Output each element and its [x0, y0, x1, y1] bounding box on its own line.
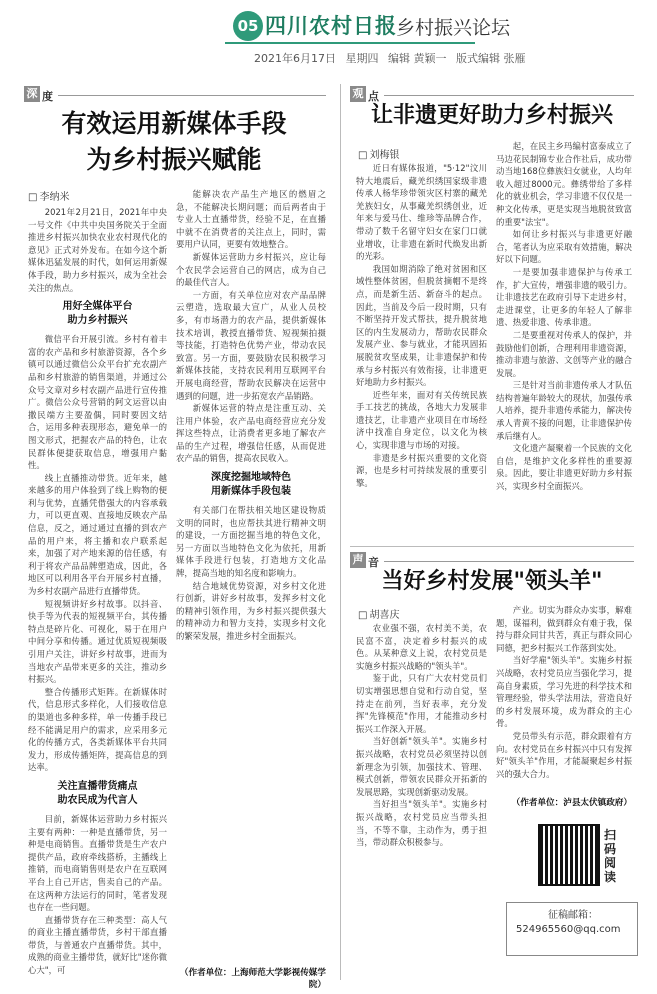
paragraph: 2021年2月21日，2021年中央一号文件《中共中央国务院关于全面推进乡村振兴加快农业农村现代化的意见》正式对外发布。在如今这个新媒体迅猛发展的时代，如何运用新媒体手段，助力乡村振兴，成为全社会关注的焦点。	[28, 207, 167, 293]
paragraph: 新媒体运营助力乡村振兴，应让每个农民学会运营自己的网店，成为自己的最佳代言人。	[176, 251, 326, 288]
submission-email[interactable]: 524965560@qq.com	[516, 924, 621, 935]
article2-author: □ 刘梅银	[358, 146, 399, 161]
dateline	[254, 50, 532, 66]
paragraph: 结合地域优势资源，对乡村文化进行创新，讲好乡村故事，发挥乡村文化的精神引领作用，为乡村振兴提供强大的精神动力和智力支持，实现乡村文化的繁荣发展，推进乡村全面振兴。	[176, 580, 326, 641]
article1-title	[24, 106, 324, 178]
article1-column-2	[176, 188, 326, 960]
column-tag-word: 点	[368, 90, 379, 103]
section-name: 乡村振兴论坛	[396, 17, 511, 39]
paragraph: 短视频讲好乡村故事。以抖音、快手等为代表的短视频平台，其传播特点是碎片化、可视化，易于在用户中间分享和传播。通过优质短视频吸引用户关注，讲好乡村故事，进而为当地农产品带来更多的关注，推动乡村振兴。	[28, 598, 167, 685]
paragraph: 文化遗产凝聚着一个民族的文化自信，是维护文化多样性的重要源泉。因此，要让非遗更好助力乡村振兴，实现乡村全面振兴。	[496, 443, 632, 492]
paragraph: 新媒体运营的特点是注重互动、关注用户体验，农产品电商经营应充分发挥这些特点，让消费者更多地了解农产品的生产过程，增强信任感，从而促进农产品的销售，提高农民收入。	[176, 403, 326, 464]
page-number: 05	[233, 11, 263, 41]
article1-subhead-3: 深度挖掘地域特色 用新媒体手段包装	[211, 472, 291, 498]
article1-subhead-2: 关注直播带货痛点 助农民成为代言人	[57, 780, 138, 806]
article1-title-line1: 有效运用新媒体手段	[61, 109, 287, 138]
paragraph: 一是要加强非遗保护与传承工作，扩大宣传，增强非遗的吸引力。让非遗技艺在政府引导下走进乡村，走进课堂，让更多的年轻人了解非遗、热爱非遗、传承非遗。	[496, 266, 632, 328]
paragraph: 目前，新媒体运营助力乡村振兴主要有两种：一种是直播带货，另一种是电商销售。直播带货是生产农户提供产品，政府牵线搭桥，主播线上推销，而电商销售则是农户在互联网平台上自己开店，售卖自己的产品。在这两种方法运行的同时，笔者发现也存在一些问题。	[28, 813, 167, 913]
article1-subhead-1: 用好全媒体平台 助力乡村振兴	[62, 301, 133, 327]
paragraph: 当好创新"领头羊"。实施乡村振兴战略，农村党员必须坚持以创新理念为引领，加强技术、管理、模式创新，带领农民群众开拓新的发展思路，实现创新驱动发展。	[356, 736, 487, 797]
paragraph: 鉴于此，只有广大农村党员们切实增强思想自觉和行动自觉，坚持走在前列，当好表率，充分发挥"先锋模范"作用，才能推动乡村振兴工作深入开展。	[356, 673, 487, 734]
article1-credit: （作者单位：上海师范大学影视传媒学院）	[179, 968, 326, 990]
paragraph: 整合传播形式矩阵。在新媒体时代，信息形式多样化，人们接收信息的渠道也多种多样，单一传播手段已经不能满足用户的需求，应采用多元化的传播方式，各类新媒体平台共同发力，形成传播矩阵，提高信息的到达率。	[28, 686, 167, 773]
column-divider	[340, 84, 341, 980]
article3-author: □ 胡喜庆	[358, 606, 399, 621]
column-tag-icon: 观	[350, 86, 366, 102]
paragraph: 我国如期消除了绝对贫困和区域性整体贫困，但脱贫摘帽不是终点，而是新生活、新奋斗的起点。因此，当前及今后一段时期，只有不断坚持开发式帮扶，提升脱贫地区的内生发展动力，帮助农民群众发展产业、参与就业，才能巩固拓展脱贫攻坚成果，让非遗保护和传承与乡村振兴有效衔接，让非遗更好地助力乡村振兴。	[356, 263, 487, 388]
column-tag-icon: 声	[350, 552, 366, 568]
column-tag-word: 音	[368, 556, 379, 569]
column-rule	[384, 561, 634, 562]
article3-title: 当好乡村发展"领头羊"	[381, 568, 603, 594]
paragraph: 近些年来，面对有关传统民族手工技艺的挑战，各地大力发展非遗技艺，让非遗产业项目在市场经济中找准自身定位，以文化为核心，实现非遗与市场的对接。	[356, 389, 487, 451]
editor: 编辑 黄颖一	[388, 52, 447, 65]
article1-title-line2: 为乡村振兴赋能	[86, 145, 262, 174]
article1-column-1	[28, 206, 167, 986]
article2-column-1	[356, 162, 487, 538]
paragraph: 能解决农产品生产地区的燃眉之急，不能解决长期问题；而后两者由于专业人士直播带货，经验不足，在直播中就不在消费者的关注点上，同时，需要用户认同，更要有效地整合。	[176, 189, 326, 250]
layout-editor: 版式编辑 张雁	[456, 52, 526, 65]
paragraph: 党员带头有示范，群众跟着有方向。农村党员在乡村振兴中只有发挥好"领头羊"作用，才能凝聚起乡村振兴的强大合力。	[496, 730, 632, 779]
paragraph: 三是针对当前非遗传承人才队伍结构普遍年龄较大的现状，加强传承人培养，提升非遗传承能力，解决传承人青黄不接的问题，让非遗保护传承后继有人。	[496, 380, 632, 441]
paragraph: 一方面，有关单位应对农产品品牌云塑造，选取最大宣广，从业人员校多，有市场潜力的农产品，提供新媒体技术培训，教授直播带货、短视频拍摄等技能，打造特色优势产业，带动农民致富。另一方面，要鼓励农民积极学习新媒体技能，支持农民利用互联网平台开展电商经营，帮助农民解决在运营中遇到的问题，进一步拓宽农产品销路。	[176, 289, 326, 401]
issue-date: 2021年6月17日	[254, 52, 336, 65]
article2-column-2	[496, 140, 632, 538]
article1-author: □ 李纳米	[28, 188, 69, 203]
paragraph: 如何让乡村振兴与非遗更好融合，笔者认为应采取有效措施，解决好以下问题。	[496, 229, 632, 265]
page-header	[0, 0, 657, 70]
paragraph: 直播带货存在三种类型：高人气的商业主播直播带货，乡村干部直播带货，与普通农户直播带货。其中，成熟的商业主播带货，就好比"迷你微心大"，可	[28, 914, 167, 976]
paragraph: 当好学雇"领头羊"。实施乡村振兴战略，农村党员应当强化学习，提高自身素质，学习先进的科学技术和管理经验，带头学法用法，营造良好的乡村发展环境，成为群众的主心骨。	[496, 655, 632, 729]
article3-column-2	[496, 604, 632, 790]
qr-code-icon[interactable]	[538, 824, 600, 886]
article2-title: 让非遗更好助力乡村振兴	[370, 102, 613, 128]
article1-intro	[28, 206, 167, 294]
paragraph: 近日有媒体报道，"5·12"汶川特大地震后，藏羌织绣国家级非遗传承人杨华珍带领灾区村寨的藏羌羌族妇女，从事藏羌织绣创业，近年来与爱马仕、维珍等品牌合作，带动了数千名留守妇女在家门口就业增收，让非遗在新时代焕发出新的光彩。	[356, 163, 487, 262]
paragraph: 有关部门在帮扶相关地区建设物质文明的同时，也应帮扶其进行精神文明的建设，一方面挖掘当地的特色文化，另一方面以当地特色文化为依托，用新媒体手段进行包装，打造地方文化品牌，提高当地的知名度和影响力。	[176, 505, 326, 579]
column-tag-word: 度	[42, 90, 53, 103]
article3-column-1	[356, 622, 487, 980]
paragraph: 产业。切实为群众办实事，解难题，谋福利，做到群众有难于我，保持与群众同甘共苦，真正与群众同心同德，把乡村振兴工作落到实处。	[496, 605, 632, 653]
column-rule	[384, 95, 634, 96]
newspaper-logo: 四川农村日报	[265, 13, 397, 38]
paragraph: 起，在民主乡玛编村富泰成立了马边花民制锦专业合作社后，成功带动当地168位彝族妇女就业，人均年收入超过8000元。彝绣带给了多样化的就业机会，学习非遗不仅仅是一种文化传承，更是实现当地脱贫致富的重要"法宝"。	[496, 141, 632, 227]
paragraph: 农业强不强，农村美不美，农民富不富，决定着乡村振兴的成色。从某种意义上说，农村党员是实施乡村振兴战略的"领头羊"。	[356, 623, 487, 671]
column-rule	[58, 95, 326, 96]
submission-title: 征稿邮箱：	[548, 910, 598, 921]
weekday: 星期四	[345, 52, 379, 65]
paragraph: 二是要重视对传承人的保护，并鼓励他们创新，合理利用非遗资源，推动非遗与旅游、文创等产业的融合发展。	[496, 329, 632, 378]
article3-credit: （作者单位：泸县太伏镇政府）	[511, 798, 632, 808]
section-divider	[350, 546, 634, 547]
paragraph: 线上直播推动带货。近年来，越来越多的用户体验到了线上购物的便利与优势，直播凭借强大的内容承载力，可以更直观、直接地反映农产品信息，反之，通过通过直播的到农产品的用户来，将主播和农户联系起来，加强了对产地来源的信任感，有利于将农产品品牌塑造成，因此，各地区可以利用各平台开展乡村直播，为乡村农副产品进行直播带货。	[28, 472, 167, 597]
paragraph: 当好担当"领头羊"。实施乡村振兴战略，农村党员应当带头担当，不等不靠，主动作为，勇于担当，带动群众积极参与。	[356, 799, 487, 848]
paragraph: 非遗是乡村振兴重要的文化资源，也是乡村可持续发展的重要引擎。	[356, 452, 487, 488]
header-rule	[225, 42, 475, 44]
paragraph: 微信平台开展引流。乡村有着丰富的农产品和乡村旅游资源，各个乡镇可以通过微信公众平台扩充农副产品和乡村旅游的销售渠道，并通过公众号文章对乡村农副产品进行宣传推广。微信公众号营销的阿文运营以由撒民端方主要盈偶，同时要因文结合，运用多种表现形态，避免单一的图文形式，把握农产品的特色，让农民群体便捷获取信息，增强用户黏性。	[28, 334, 167, 471]
qr-label: 扫码阅读	[604, 828, 617, 884]
column-tag-icon: 深	[24, 86, 40, 102]
